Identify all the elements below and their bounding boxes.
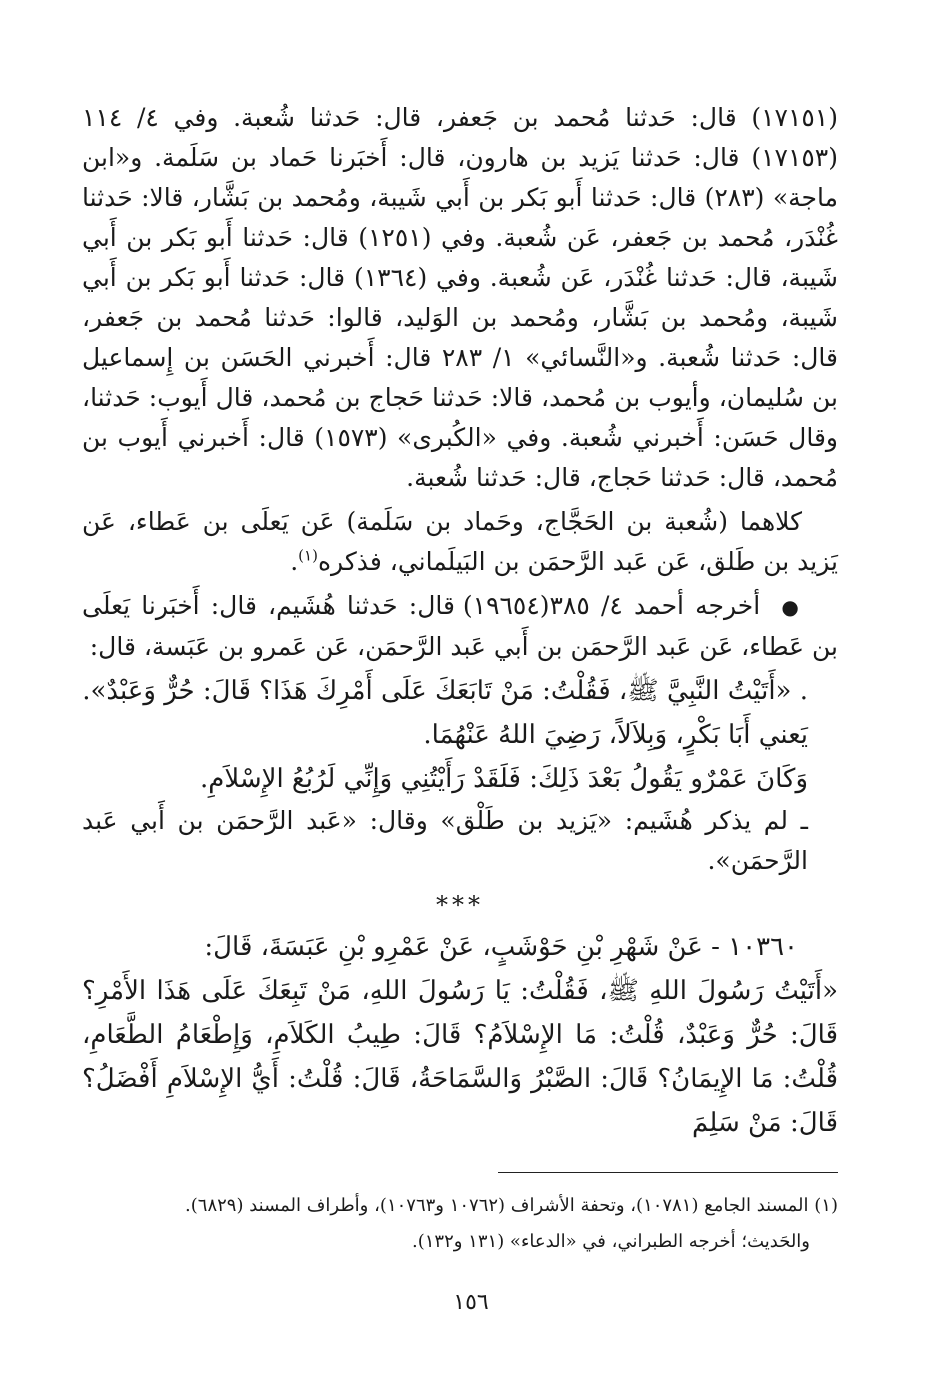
bullet-icon: ● xyxy=(781,595,802,619)
hadith-number-heading: ١٠٣٦٠ - عَنْ شَهْرِ بْنِ حَوْشَبٍ، عَنْ عَمْرِو بْنِ عَبَسَةَ، قَالَ: xyxy=(204,932,798,962)
footnotes xyxy=(82,1188,838,1260)
variant-note: ـ لم يذكر هُشَيم: «يَزيد بن طَلْق» وقال: «عَبد الرَّحمَن بن أَبي عَبد الرَّحمَن». xyxy=(82,806,808,875)
text-line: أخرجه أحمد ٤/ ٣٨٥(١٩٦٥٤) قال: حَدثنا هُشَيم، قال: أَخبَرنا يَعلَى بن xyxy=(82,591,838,661)
footnote-reference[interactable]: (١) xyxy=(298,546,318,565)
hadith-quote-line: . «أَتَيْتُ النَّبِيَّ ﷺ، فَقُلْتُ: مَنْ تَابَعَكَ عَلَى أَمْرِكَ هَذَا؟ قَالَ: حُرٌّ وَعَبْدٌ». xyxy=(82,676,808,706)
text-line: (١٧١٥١) قال: حَدثنا مُحمد بن جَعفر، قال: حَدثنا شُعبة. وفي ٤/ ١١٤ (١٧١٥٣) xyxy=(82,103,838,172)
ahmad-takhrij-paragraph xyxy=(82,586,838,667)
section-separator: *** xyxy=(436,891,484,919)
text-line: الحَسَن بن إِسماعيل بن سُليمان، وأيوب بن مُحمد، قالا: حَدثنا حَجاج بن مُحمد، قال xyxy=(82,343,838,412)
text-line: عَطاء، عَن عَبد الرَّحمَن بن أَبي عَبد الرَّحمَن، عَن عَمرو بن عَبَسة، قال: xyxy=(89,632,805,661)
isnad-summary-paragraph xyxy=(82,502,838,582)
text-line: شُعبة. وفي (١٢٥١) قال: حَدثنا أَبو بَكر بن أَبي شَيبة، قال: حَدثنا غُنْدَر، عَن شُعبة. xyxy=(82,223,838,292)
text-line: حَدثنا أَبو بَكر بن أَبي شَيبة، ومُحمد بن بَشَّار، قالا: حَدثنا غُنْدَر، مُحمد بن جَعفر، عَن xyxy=(82,183,838,252)
footnote: (١) المسند الجامع (١٠٧٨١)، وتحفة الأشراف (١٠٧٦٢ و١٠٧٦٣)، وأطراف المسند (٦٨٢٩). xyxy=(185,1195,838,1216)
text-line: كلاهما (شُعبة بن الحَجَّاج، وحَماد بن سَلَمة) عَن يَعلَى بن عَطاء، عَن يَزيد بن xyxy=(82,507,838,576)
text-line: الإِيمَانُ؟ قَالَ: الصَّبْرُ وَالسَّمَاحَةُ، قَالَ: قُلْتُ: أَيُّ الإِسْلاَمِ أَفْضَلُ؟ قَالَ: مَنْ سَلِمَ xyxy=(82,1064,838,1138)
text-line: مُحمد، قال: حَدثنا حَجاج، قال: حَدثنا شُعبة. xyxy=(406,463,838,492)
page-number: ١٥٦ xyxy=(453,1290,489,1315)
text-line: قال: حَدثنا يَزيد بن هارون، قال: أَخبَرنا حَماد بن سَلَمة. و«ابن ماجة» (٢٨٣) قال: xyxy=(82,143,838,212)
hadith-quote-line: وَكَانَ عَمْرٌو يَقُولُ بَعْدَ ذَلِكَ: فَلَقَدْ رَأَيْتُنِي وَإِنِّي لَرُبُعُ الإِسْلاَمِ. xyxy=(199,764,808,794)
footnote: والحَديث؛ أخرجه الطبراني، في «الدعاء» (١٣١ و١٣٢). xyxy=(411,1231,810,1252)
text-line: . xyxy=(290,547,299,576)
text-line: «أَتَيْتُ رَسُولَ اللهِ ﷺ، فَقُلْتُ: يَا رَسُولَ اللهِ، مَنْ تَبِعَكَ عَلَى هَذَا الأَمْرِ؟ xyxy=(82,976,838,1006)
main-text xyxy=(82,98,838,1145)
text-line: قَالَ: حُرٌّ وَعَبْدٌ، قُلْتُ: مَا الإِسْلاَمُ؟ قَالَ: طِيبُ الكَلاَمِ، وَإِطْعَامُ الطَّعَامِ، قُلْتُ: مَا xyxy=(82,1020,838,1094)
text-line: طَلق، عَن عَبد الرَّحمَن بن البَيلَماني، فذكره xyxy=(317,547,756,576)
hadith-text-paragraph xyxy=(82,969,838,1145)
footnote-divider xyxy=(498,1172,838,1173)
text-line: وفي (١٣٦٤) قال: حَدثنا أَبو بَكر بن أَبي شَيبة، ومُحمد بن بَشَّار، ومُحمد بن الوَليد، xyxy=(82,263,839,332)
hadith-quote-line: يَعني أَبَا بَكْرٍ، وَبِلاَلاً، رَضِيَ اللهُ عَنْهُمَا. xyxy=(423,720,808,750)
takhrij-paragraph xyxy=(82,98,838,498)
text-line: أَيوب: حَدثنا، وقال حَسَن: أَخبرني شُعبة. وفي «الكُبرى» (١٥٧٣) قال: أَخبرني أَيوب بن xyxy=(82,383,838,452)
text-line: قالوا: حَدثنا مُحمد بن جَعفر، قال: حَدثنا شُعبة. و«النَّسائي» ١/ ٢٨٣ قال: أَخبرني xyxy=(82,303,838,372)
